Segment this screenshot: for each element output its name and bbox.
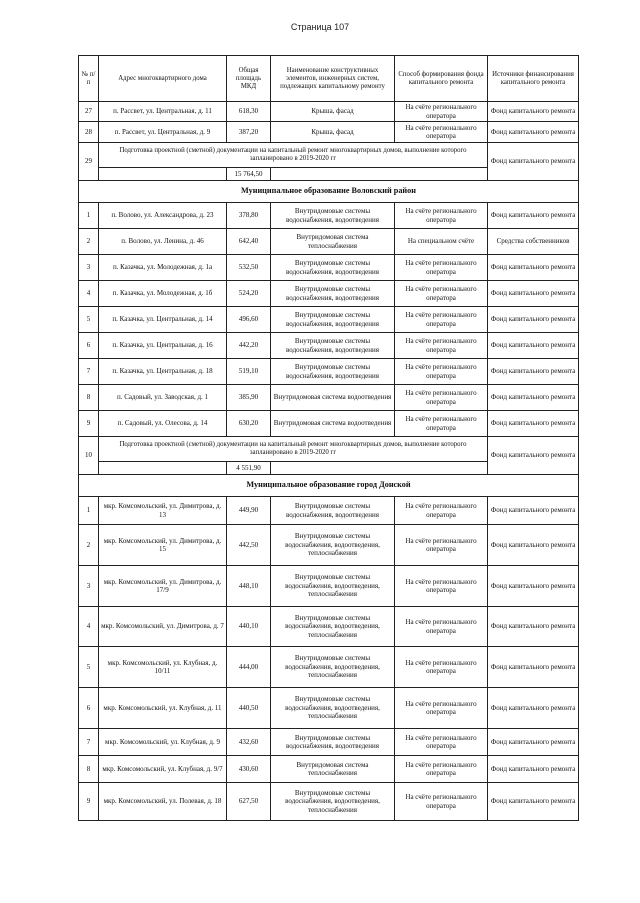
section-volovo bbox=[79, 181, 579, 203]
row-finance-source: Фонд капитального ремонта bbox=[488, 729, 579, 756]
row-number: 2 bbox=[79, 229, 99, 255]
row-finance-source: Фонд капитального ремонта bbox=[488, 203, 579, 229]
table-row bbox=[79, 566, 579, 607]
row-number: 5 bbox=[79, 647, 99, 688]
total-blank bbox=[99, 462, 227, 475]
row-fund-method: На счёте регионального оператора bbox=[395, 525, 488, 566]
row-finance-source: Фонд капитального ремонта bbox=[488, 525, 579, 566]
row-finance-source: Фонд капитального ремонта bbox=[488, 411, 579, 437]
table-row bbox=[79, 281, 579, 307]
row-finance-source: Фонд капитального ремонта bbox=[488, 783, 579, 821]
table-row bbox=[79, 411, 579, 437]
total-value: 15 764,50 bbox=[227, 168, 271, 181]
row-works: Внутридомовая система водоотведения bbox=[271, 411, 395, 437]
row-address: п. Казачка, ул. Молодежная, д. 1а bbox=[99, 255, 227, 281]
row-address: мкр. Комсомольский, ул. Клубная, д. 9 bbox=[99, 729, 227, 756]
row-address: мкр. Комсомольский, ул. Димитрова, д. 7 bbox=[99, 607, 227, 647]
col-header-fund-method: Способ формирования фонда капитального ремонта bbox=[395, 56, 488, 102]
row-finance-source: Фонд капитального ремонта bbox=[488, 143, 579, 181]
total-blank bbox=[271, 462, 488, 475]
row-finance-source: Фонд капитального ремонта bbox=[488, 102, 579, 122]
row-fund-method: На счёте регионального оператора bbox=[395, 359, 488, 385]
table-row bbox=[79, 122, 579, 143]
row-works: Внутридомовые системы водоснабжения, водоотведения, теплоснабжения bbox=[271, 607, 395, 647]
row-number: 10 bbox=[79, 437, 99, 475]
col-header-area: Общая площадь МКД bbox=[227, 56, 271, 102]
row-finance-source: Фонд капитального ремонта bbox=[488, 333, 579, 359]
row-address: п. Рассвет, ул. Центральная, д. 9 bbox=[99, 122, 227, 143]
row-finance-source: Фонд капитального ремонта bbox=[488, 307, 579, 333]
row-works: Внутридомовые системы водоснабжения, водоотведения, теплоснабжения bbox=[271, 566, 395, 607]
row-address: п. Казачка, ул. Молодежная, д. 1б bbox=[99, 281, 227, 307]
row-works: Внутридомовые системы водоснабжения, водоотведения bbox=[271, 281, 395, 307]
row-area: 387,20 bbox=[227, 122, 271, 143]
row-area: 378,80 bbox=[227, 203, 271, 229]
row-area: 449,90 bbox=[227, 497, 271, 525]
row-address: п. Волово, ул. Ленина, д. 46 bbox=[99, 229, 227, 255]
table-row bbox=[79, 385, 579, 411]
row-address: мкр. Комсомольский, ул. Полевая, д. 18 bbox=[99, 783, 227, 821]
row-works: Внутридомовые системы водоснабжения, водоотведения bbox=[271, 333, 395, 359]
row-address: мкр. Комсомольский, ул. Клубная, д. 9/7 bbox=[99, 756, 227, 783]
project-docs-text: Подготовка проектной (сметной) документации на капитальный ремонт многоквартирных домов, выполнение которого запланировано в 2019-2020 гг bbox=[99, 437, 488, 462]
row-number: 28 bbox=[79, 122, 99, 143]
row-address: мкр. Комсомольский, ул. Клубная, д. 11 bbox=[99, 688, 227, 729]
row-number: 2 bbox=[79, 525, 99, 566]
row-finance-source: Фонд капитального ремонта bbox=[488, 255, 579, 281]
row-works: Внутридомовые системы водоснабжения, водоотведения, теплоснабжения bbox=[271, 783, 395, 821]
row-address: п. Казачка, ул. Центральная, д. 16 bbox=[99, 333, 227, 359]
row-area: 524,20 bbox=[227, 281, 271, 307]
row-number: 9 bbox=[79, 411, 99, 437]
row-area: 430,60 bbox=[227, 756, 271, 783]
row-works: Внутридомовые системы водоснабжения, водоотведения bbox=[271, 203, 395, 229]
col-header-number: № п/п bbox=[79, 56, 99, 102]
table-row bbox=[79, 102, 579, 122]
row-works: Внутридомовые системы водоснабжения, водоотведения, теплоснабжения bbox=[271, 688, 395, 729]
row-address: п. Казачка, ул. Центральная, д. 14 bbox=[99, 307, 227, 333]
row-fund-method: На счёте регионального оператора bbox=[395, 411, 488, 437]
table-row bbox=[79, 229, 579, 255]
row-works: Внутридомовая система водоотведения bbox=[271, 385, 395, 411]
row-works: Внутридомовые системы водоснабжения, водоотведения bbox=[271, 497, 395, 525]
row-number: 7 bbox=[79, 729, 99, 756]
row-address: п. Садовый, ул. Олесова, д. 14 bbox=[99, 411, 227, 437]
row-works: Внутридомовые системы водоснабжения, водоотведения bbox=[271, 729, 395, 756]
row-finance-source: Фонд капитального ремонта bbox=[488, 647, 579, 688]
row-fund-method: На счёте регионального оператора bbox=[395, 729, 488, 756]
row-area: 642,40 bbox=[227, 229, 271, 255]
row-fund-method: На счёте регионального оператора bbox=[395, 647, 488, 688]
row-finance-source: Фонд капитального ремонта bbox=[488, 497, 579, 525]
table-row bbox=[79, 333, 579, 359]
row-fund-method: На счёте регионального оператора bbox=[395, 607, 488, 647]
row-fund-method: На счёте регионального оператора bbox=[395, 566, 488, 607]
row-fund-method: На счёте регионального оператора bbox=[395, 688, 488, 729]
row-finance-source: Фонд капитального ремонта bbox=[488, 756, 579, 783]
table-row bbox=[79, 607, 579, 647]
row-finance-source: Фонд капитального ремонта bbox=[488, 122, 579, 143]
project-docs-row bbox=[79, 143, 579, 168]
row-address: мкр. Комсомольский, ул. Димитрова, д. 15 bbox=[99, 525, 227, 566]
row-fund-method: На счёте регионального оператора bbox=[395, 255, 488, 281]
row-area: 627,50 bbox=[227, 783, 271, 821]
row-area: 385,90 bbox=[227, 385, 271, 411]
row-finance-source: Фонд капитального ремонта bbox=[488, 281, 579, 307]
row-finance-source: Фонд капитального ремонта bbox=[488, 688, 579, 729]
col-header-works: Наименование конструктивных элементов, инженерных систем, подлежащих капитальному ремонту bbox=[271, 56, 395, 102]
row-works: Внутридомовые системы водоснабжения, водоотведения bbox=[271, 255, 395, 281]
table-row bbox=[79, 255, 579, 281]
row-area: 444,00 bbox=[227, 647, 271, 688]
row-number: 5 bbox=[79, 307, 99, 333]
row-fund-method: На счёте регионального оператора bbox=[395, 756, 488, 783]
row-fund-method: На счёте регионального оператора bbox=[395, 497, 488, 525]
section-title: Муниципальное образование город Донской bbox=[79, 475, 579, 497]
capital-repair-table bbox=[78, 55, 579, 821]
section-title: Муниципальное образование Воловский район bbox=[79, 181, 579, 203]
row-works: Внутридомовые системы водоснабжения, водоотведения, теплоснабжения bbox=[271, 647, 395, 688]
table-row bbox=[79, 783, 579, 821]
row-number: 3 bbox=[79, 255, 99, 281]
row-address: п. Казачка, ул. Центральная, д. 18 bbox=[99, 359, 227, 385]
row-fund-method: На счёте регионального оператора bbox=[395, 307, 488, 333]
table-row bbox=[79, 307, 579, 333]
section-donskoy bbox=[79, 475, 579, 497]
row-fund-method: На счёте регионального оператора bbox=[395, 333, 488, 359]
row-fund-method: На счёте регионального оператора bbox=[395, 385, 488, 411]
row-number: 8 bbox=[79, 756, 99, 783]
row-fund-method: На специальном счёте bbox=[395, 229, 488, 255]
table-row bbox=[79, 203, 579, 229]
total-blank bbox=[99, 168, 227, 181]
row-works: Внутридомовые системы водоснабжения, водоотведения bbox=[271, 359, 395, 385]
row-number: 6 bbox=[79, 333, 99, 359]
row-area: 442,20 bbox=[227, 333, 271, 359]
row-works: Крыша, фасад bbox=[271, 102, 395, 122]
row-number: 4 bbox=[79, 607, 99, 647]
total-blank bbox=[271, 168, 488, 181]
row-number: 1 bbox=[79, 497, 99, 525]
row-address: мкр. Комсомольский, ул. Клубная, д. 10/11 bbox=[99, 647, 227, 688]
row-finance-source: Фонд капитального ремонта bbox=[488, 437, 579, 475]
row-number: 6 bbox=[79, 688, 99, 729]
row-area: 440,50 bbox=[227, 688, 271, 729]
row-area: 630,20 bbox=[227, 411, 271, 437]
total-value: 4 551,90 bbox=[227, 462, 271, 475]
row-area: 432,60 bbox=[227, 729, 271, 756]
row-area: 442,50 bbox=[227, 525, 271, 566]
row-fund-method: На счёте регионального оператора bbox=[395, 122, 488, 143]
row-address: мкр. Комсомольский, ул. Димитрова, д. 17/9 bbox=[99, 566, 227, 607]
row-finance-source: Фонд капитального ремонта bbox=[488, 607, 579, 647]
table-header-row bbox=[79, 56, 579, 102]
row-number: 7 bbox=[79, 359, 99, 385]
col-header-finance-source: Источники финансирования капитального ремонта bbox=[488, 56, 579, 102]
row-address: п. Волово, ул. Александрова, д. 23 bbox=[99, 203, 227, 229]
row-fund-method: На счёте регионального оператора bbox=[395, 783, 488, 821]
row-fund-method: На счёте регионального оператора bbox=[395, 102, 488, 122]
table-row bbox=[79, 647, 579, 688]
row-area: 618,30 bbox=[227, 102, 271, 122]
row-area: 519,10 bbox=[227, 359, 271, 385]
project-docs-text: Подготовка проектной (сметной) документации на капитальный ремонт многоквартирных домов, выполнение которого запланировано в 2019-2020 гг bbox=[99, 143, 488, 168]
table-row bbox=[79, 688, 579, 729]
row-area: 532,50 bbox=[227, 255, 271, 281]
table-row bbox=[79, 497, 579, 525]
row-address: мкр. Комсомольский, ул. Димитрова, д. 13 bbox=[99, 497, 227, 525]
table-row bbox=[79, 729, 579, 756]
row-number: 9 bbox=[79, 783, 99, 821]
row-number: 8 bbox=[79, 385, 99, 411]
row-works: Внутридомовая система теплоснабжения bbox=[271, 756, 395, 783]
row-works: Внутридомовые системы водоснабжения, водоотведения bbox=[271, 307, 395, 333]
row-finance-source: Средства собственников bbox=[488, 229, 579, 255]
row-works: Внутридомовые системы водоснабжения, водоотведения, теплоснабжения bbox=[271, 525, 395, 566]
row-works: Внутридомовая система теплоснабжения bbox=[271, 229, 395, 255]
row-area: 440,10 bbox=[227, 607, 271, 647]
row-number: 3 bbox=[79, 566, 99, 607]
col-header-address: Адрес многоквартирного дома bbox=[99, 56, 227, 102]
table-row bbox=[79, 359, 579, 385]
row-fund-method: На счёте регионального оператора bbox=[395, 281, 488, 307]
row-number: 29 bbox=[79, 143, 99, 181]
row-area: 496,60 bbox=[227, 307, 271, 333]
row-finance-source: Фонд капитального ремонта bbox=[488, 566, 579, 607]
table-row bbox=[79, 525, 579, 566]
row-works: Крыша, фасад bbox=[271, 122, 395, 143]
row-number: 27 bbox=[79, 102, 99, 122]
row-finance-source: Фонд капитального ремонта bbox=[488, 359, 579, 385]
row-number: 1 bbox=[79, 203, 99, 229]
project-docs-row bbox=[79, 437, 579, 462]
page-number: Страница 107 bbox=[290, 22, 350, 32]
row-fund-method: На счёте регионального оператора bbox=[395, 203, 488, 229]
row-number: 4 bbox=[79, 281, 99, 307]
row-finance-source: Фонд капитального ремонта bbox=[488, 385, 579, 411]
row-address: п. Садовый, ул. Заводская, д. 1 bbox=[99, 385, 227, 411]
row-address: п. Рассвет, ул. Центральная, д. 11 bbox=[99, 102, 227, 122]
row-area: 448,10 bbox=[227, 566, 271, 607]
table-row bbox=[79, 756, 579, 783]
